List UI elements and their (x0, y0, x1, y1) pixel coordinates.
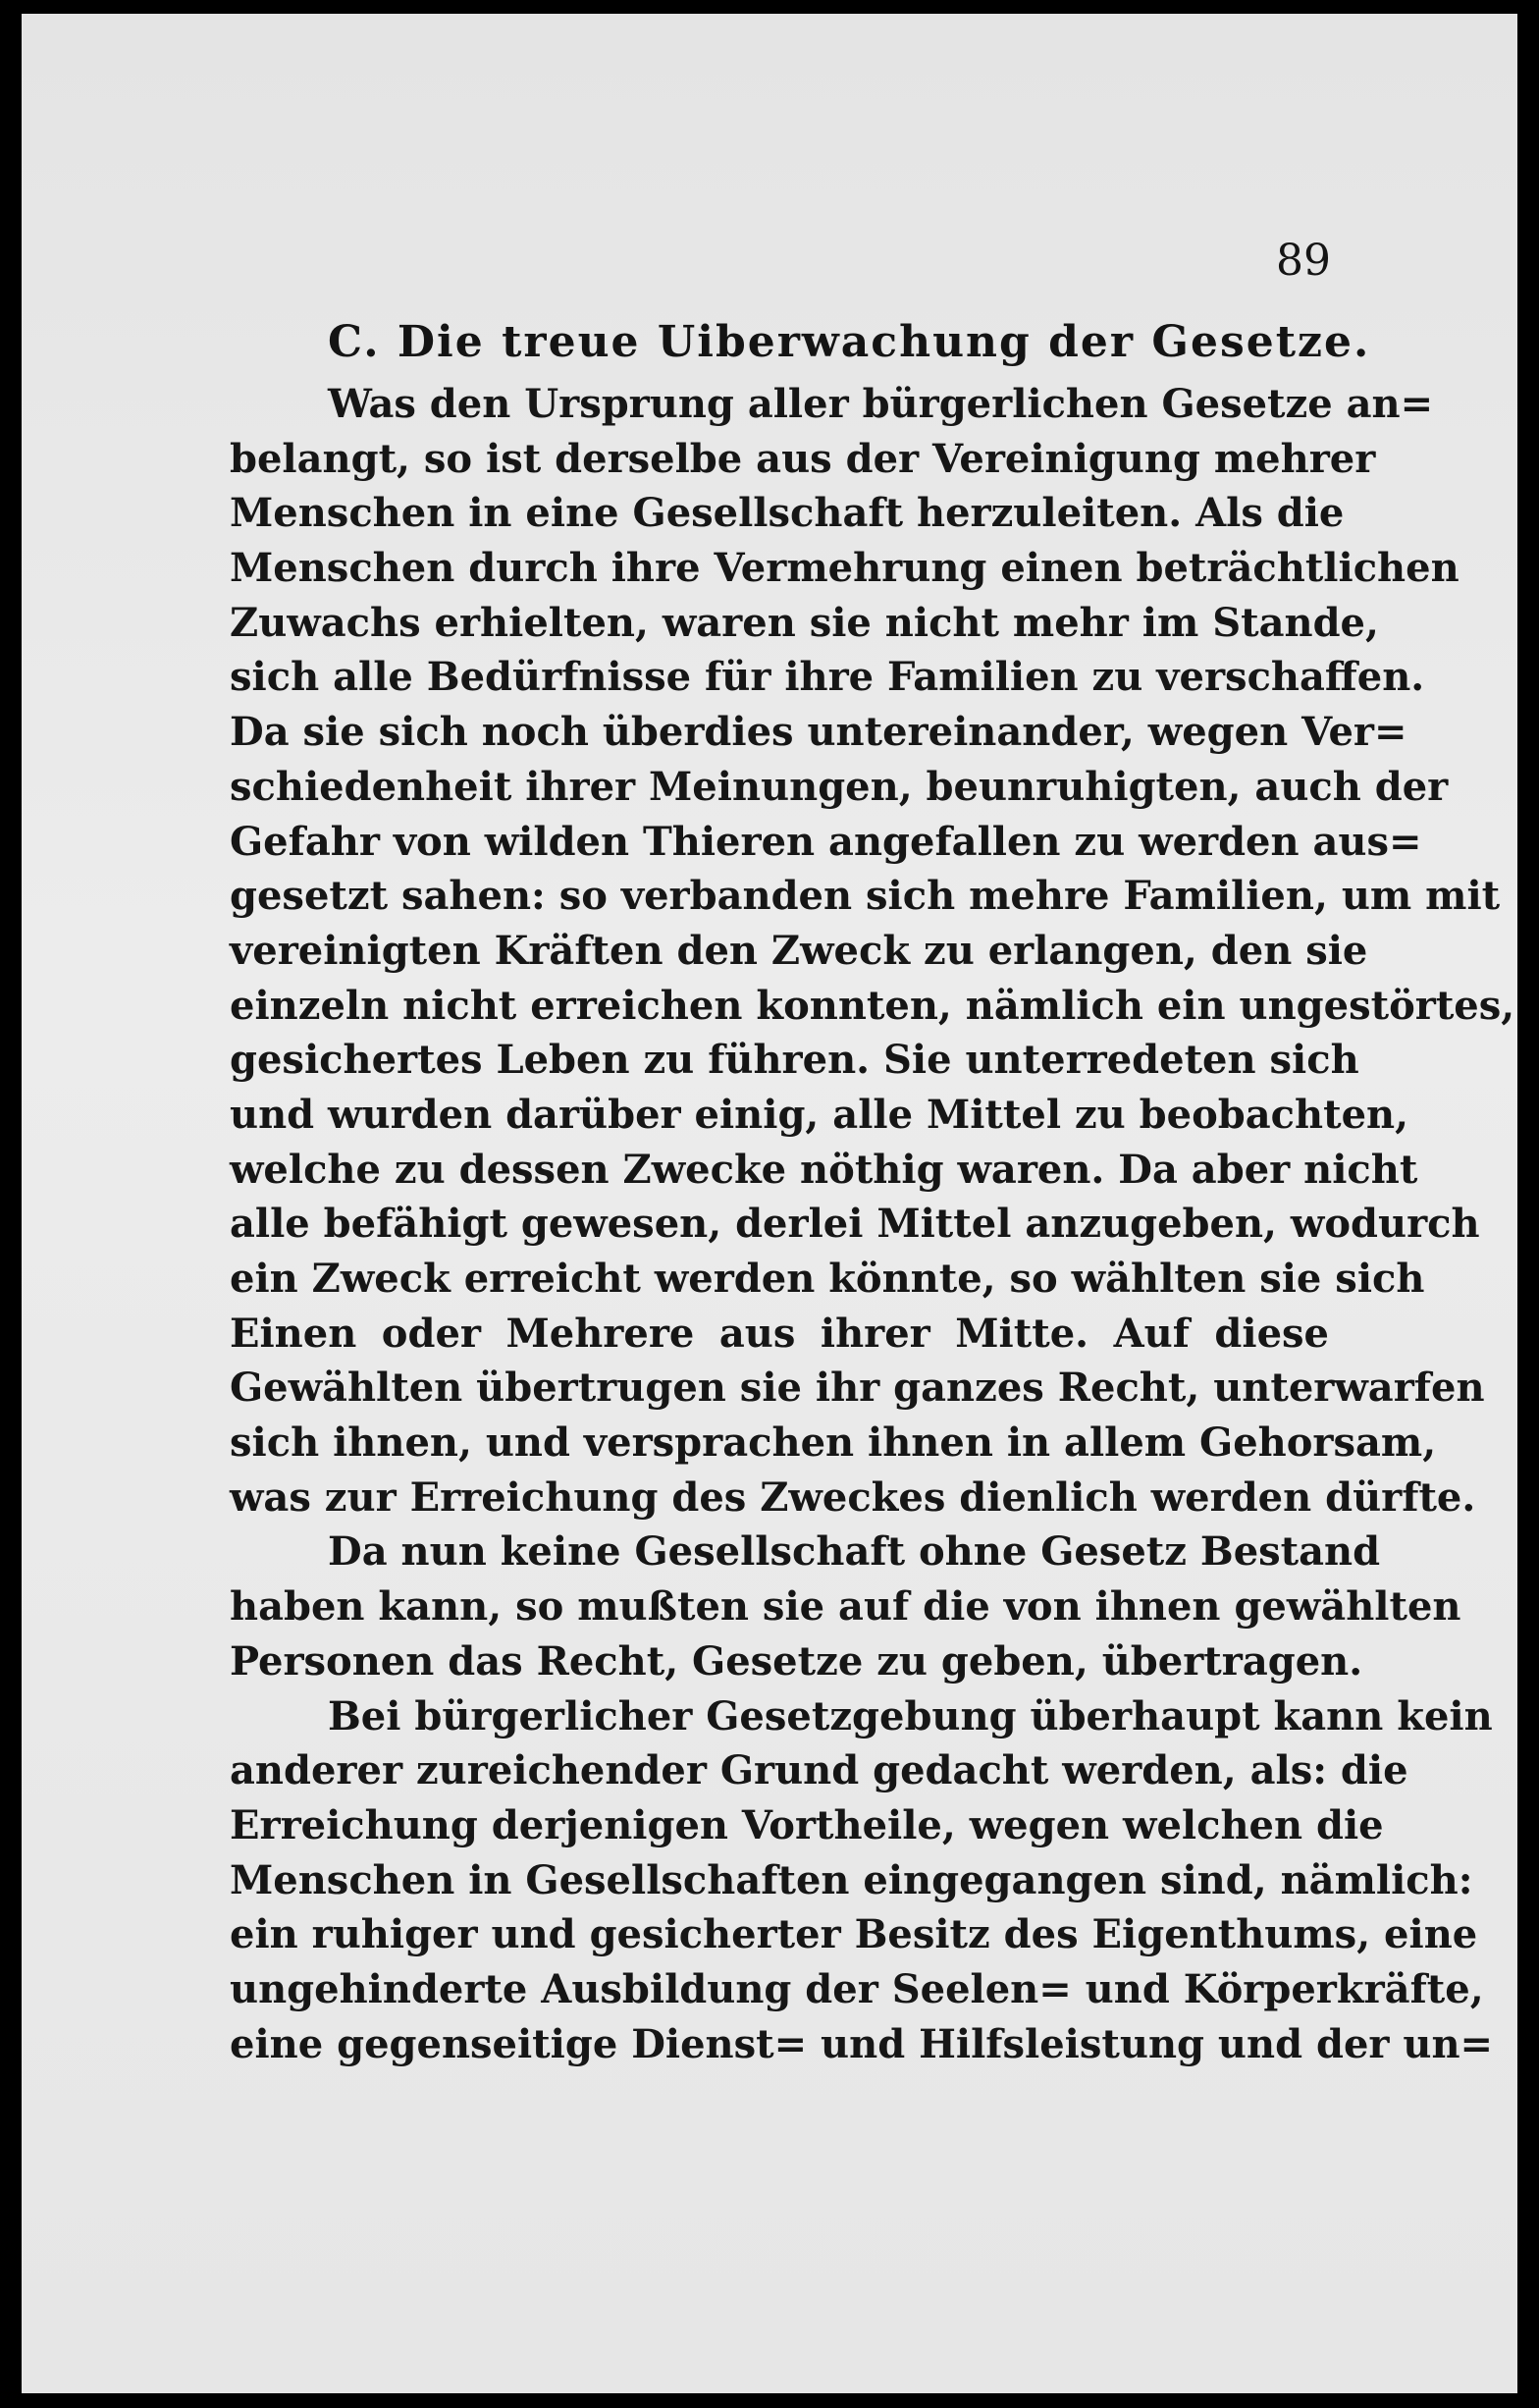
text-line: gesetzt sahen: so verbanden sich mehre Familien, um mit (230, 873, 1501, 920)
section-heading: C. Die treue Uiberwachung der Gesetze. (328, 317, 1371, 367)
text-line: und wurden darüber einig, alle Mittel zu beobachten, (230, 1091, 1409, 1138)
text-line: vereinigten Kräften den Zweck zu erlangen, den sie (230, 927, 1368, 974)
text-line: Da nun keine Gesellschaft ohne Gesetz Bestand (328, 1528, 1381, 1576)
text-line: ein Zweck erreicht werden könnte, so wählten sie sich (230, 1256, 1425, 1302)
text-line: alle befähigt gewesen, derlei Mittel anzugeben, wodurch (230, 1201, 1480, 1248)
text-line: belangt, so ist derselbe aus der Vereinigung mehrer (230, 435, 1376, 482)
text-line: einzeln nicht erreichen konnten, nämlich ein ungestörtes, (230, 982, 1515, 1029)
text-line: was zur Erreichung des Zweckes dienlich werden dürfte. (230, 1473, 1476, 1521)
text-line: eine gegenseitige Dienst= und Hilfsleistung und der un= (230, 2020, 1494, 2067)
book-page (22, 14, 1517, 2393)
text-line: welche zu dessen Zwecke nöthig waren. Da aber nicht (230, 1146, 1418, 1193)
text-line: ein ruhiger und gesicherter Besitz des Eigenthums, eine (230, 1911, 1478, 1958)
text-line: Was den Ursprung aller bürgerlichen Gesetze an= (328, 381, 1434, 427)
text-line: Personen das Recht, Gesetze zu geben, übertragen. (230, 1637, 1363, 1685)
text-line: schiedenheit ihrer Meinungen, beunruhigten, auch der (230, 763, 1449, 810)
text-line: gesichertes Leben zu führen. Sie unterredeten sich (230, 1037, 1359, 1084)
text-line: ungehinderte Ausbildung der Seelen= und Körperkräfte, (230, 1965, 1484, 2012)
text-line: Zuwachs erhielten, waren sie nicht mehr im Stande, (230, 599, 1379, 646)
text-line: Bei bürgerlicher Gesetzgebung überhaupt kann kein (328, 1692, 1493, 1739)
page-number: 89 (1276, 236, 1331, 286)
text-line: Menschen durch ihre Vermehrung einen beträchtlichen (230, 545, 1459, 592)
text-line: sich alle Bedürfnisse für ihre Familien zu verschaffen. (230, 654, 1425, 701)
text-line: Gewählten übertrugen sie ihr ganzes Recht, unterwarfen (230, 1365, 1485, 1412)
text-line: sich ihnen, und versprachen ihnen in allem Gehorsam, (230, 1419, 1437, 1467)
text-line: haben kann, so mußten sie auf die von ihnen gewählten (230, 1583, 1461, 1631)
text-line: Menschen in eine Gesellschaft herzuleiten. Als die (230, 490, 1345, 537)
text-line: Menschen in Gesellschaften eingegangen sind, nämlich: (230, 1856, 1473, 1903)
body-text (230, 377, 1515, 2071)
text-line: Gefahr von wilden Thieren angefallen zu werden aus= (230, 818, 1422, 865)
text-line: Erreichung derjenigen Vortheile, wegen welchen die (230, 1801, 1384, 1848)
text-line: Da sie sich noch überdies untereinander, wegen Ver= (230, 709, 1407, 756)
text-line: anderer zureichender Grund gedacht werden, als: die (230, 1747, 1408, 1794)
text-line: Einen oder Mehrere aus ihrer Mitte. Auf diese (230, 1310, 1329, 1357)
